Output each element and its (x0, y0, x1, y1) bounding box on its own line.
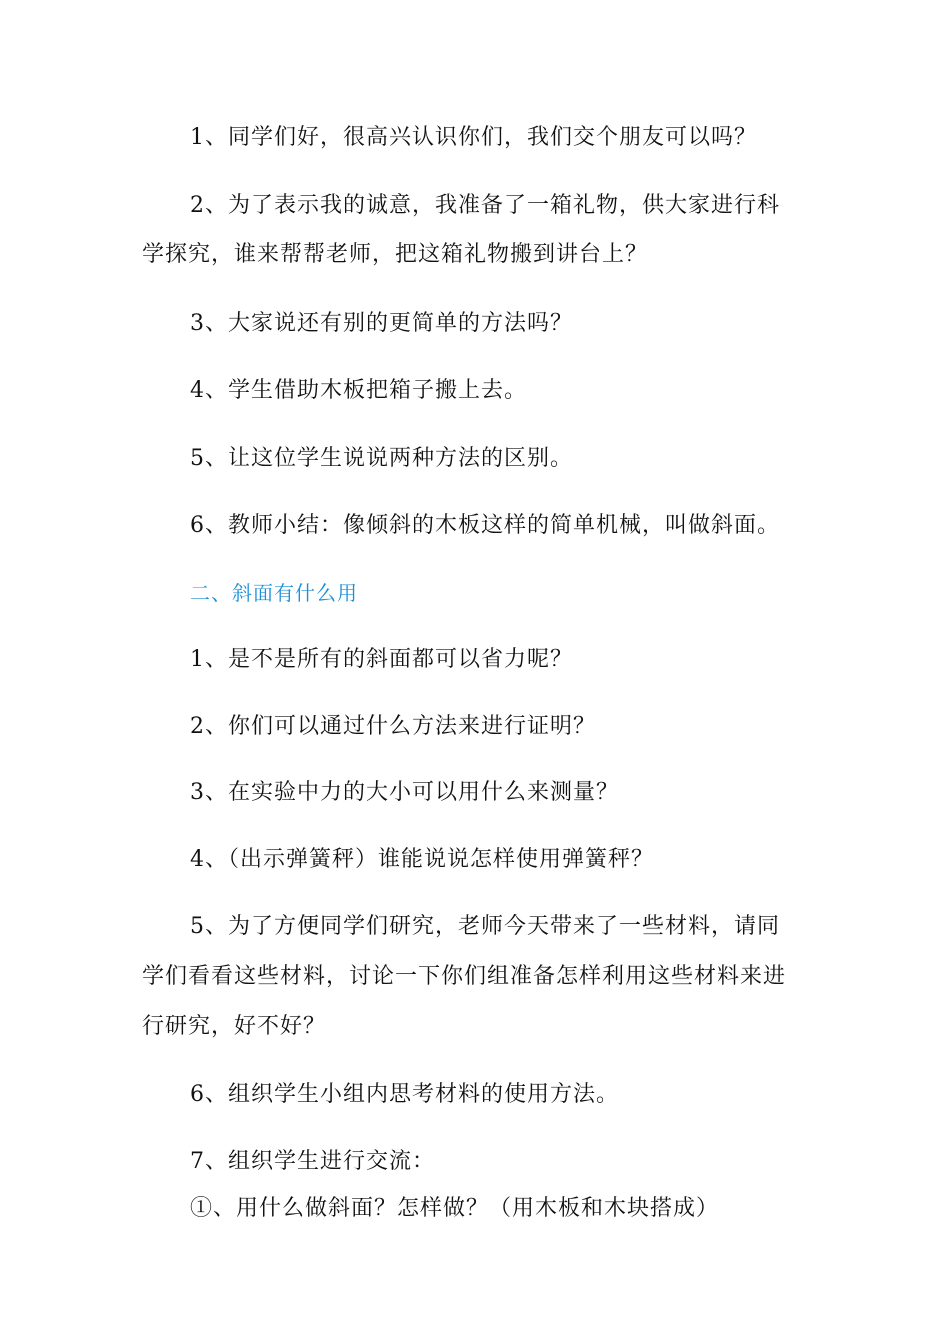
paragraph-line: 4、（出示弹簧秤）谁能说说怎样使用弹簧秤？ (190, 847, 654, 872)
paragraph-line: 5、为了方便同学们研究，老师今天带来了一些材料，请同 (190, 914, 780, 939)
paragraph-line: 3、在实验中力的大小可以用什么来测量？ (190, 780, 619, 805)
paragraph-line: 6、组织学生小组内思考材料的使用方法。 (190, 1082, 619, 1107)
paragraph-line: 学探究，谁来帮帮老师，把这箱礼物搬到讲台上？ (142, 242, 649, 267)
paragraph-line: 4、学生借助木板把箱子搬上去。 (190, 378, 527, 403)
paragraph-line: 7、组织学生进行交流： (190, 1149, 435, 1174)
paragraph-line: 学们看看这些材料，讨论一下你们组准备怎样利用这些材料来进 (142, 964, 787, 989)
paragraph-line: ①、用什么做斜面？怎样做？（用木板和木块搭成） (190, 1196, 720, 1221)
paragraph-line: 3、大家说还有别的更简单的方法吗？ (190, 311, 573, 336)
paragraph-line: 6、教师小结：像倾斜的木板这样的简单机械，叫做斜面。 (190, 513, 780, 538)
paragraph-line: 2、你们可以通过什么方法来进行证明？ (190, 714, 596, 739)
paragraph-line: 2、为了表示我的诚意，我准备了一箱礼物，供大家进行科 (190, 193, 780, 218)
paragraph-line: 5、让这位学生说说两种方法的区别。 (190, 446, 573, 471)
paragraph-line: 1、同学们好，很高兴认识你们，我们交个朋友可以吗？ (190, 125, 757, 150)
section-heading: 二、斜面有什么用 (190, 581, 358, 605)
paragraph-line: 行研究，好不好？ (142, 1014, 327, 1039)
paragraph-line: 1、是不是所有的斜面都可以省力呢？ (190, 647, 573, 672)
